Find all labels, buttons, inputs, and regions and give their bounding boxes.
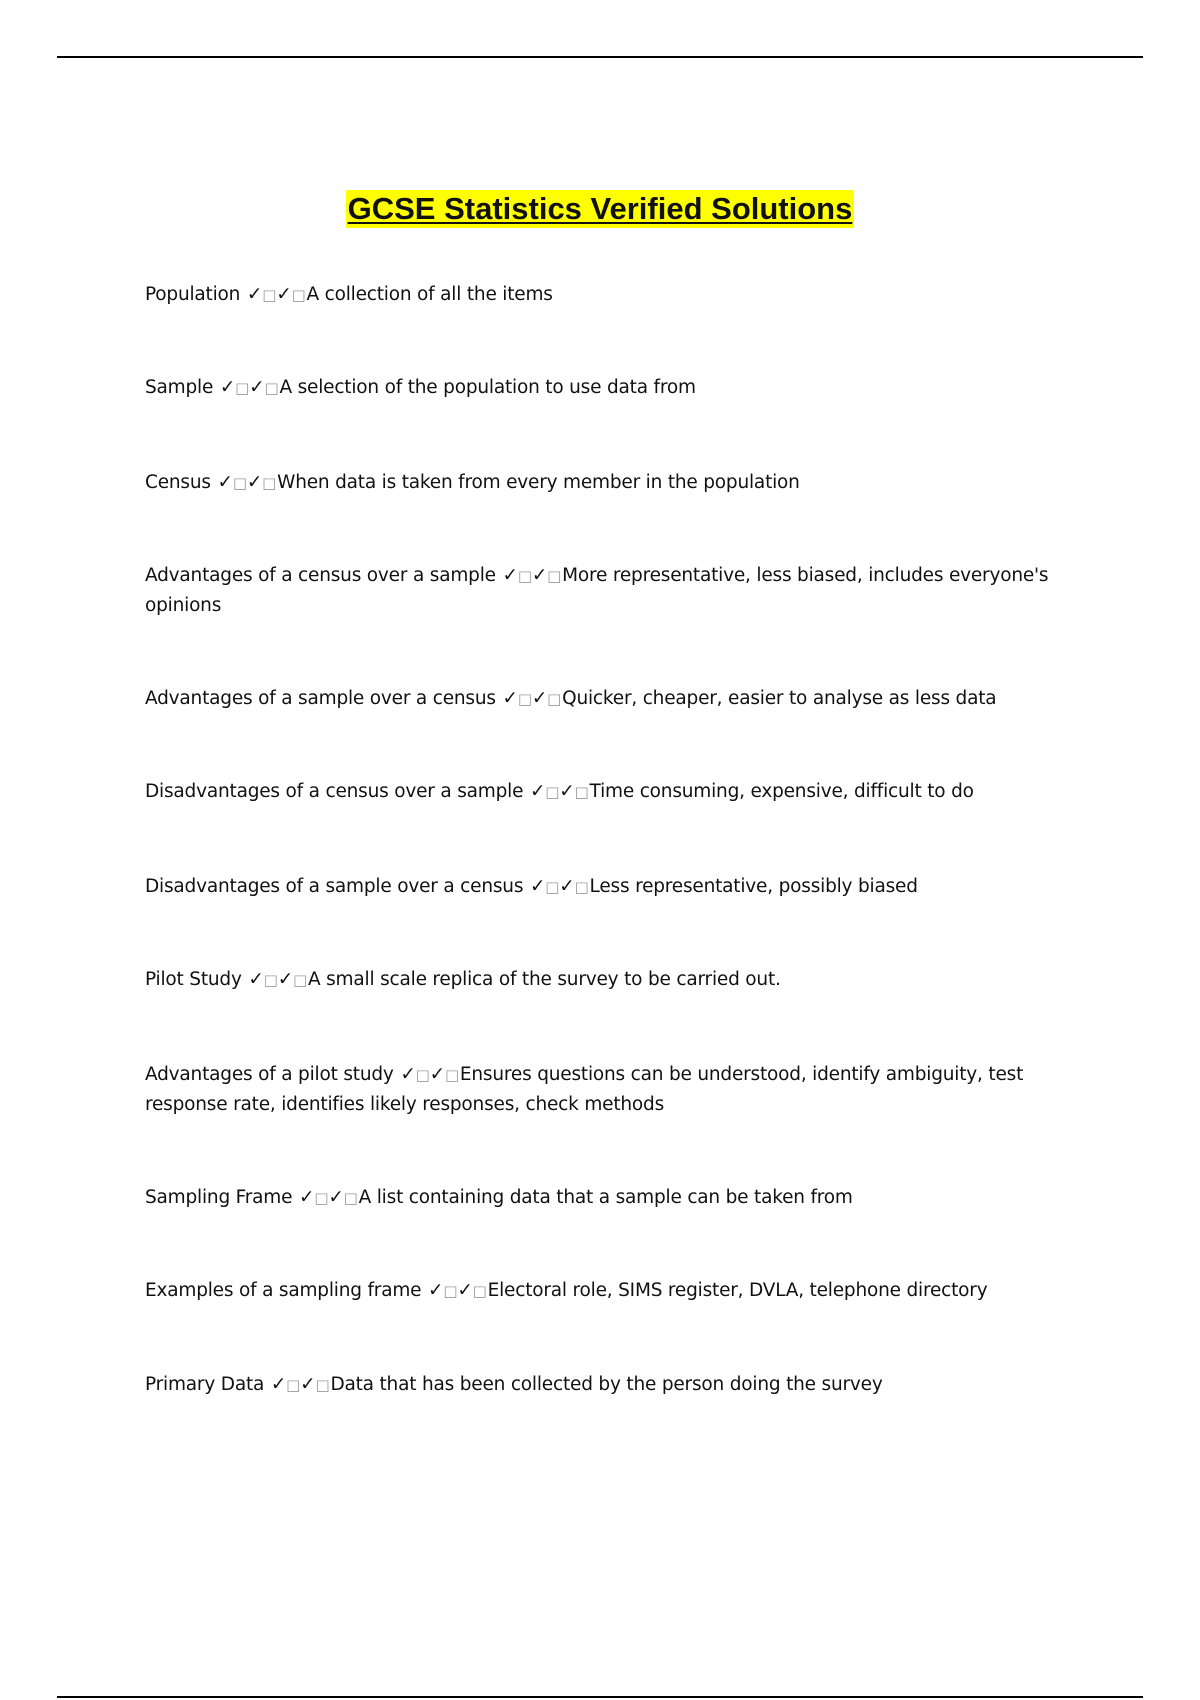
- entry-term: Disadvantages of a sample over a census: [145, 876, 524, 897]
- entry-definition: More representative, less biased, includes everyone's opinions: [145, 565, 1049, 616]
- entry-term: Pilot Study: [145, 969, 242, 990]
- check-separator-icon: ✓□✓□: [246, 284, 306, 305]
- entry-disadvantages-census: [145, 777, 1065, 807]
- entry-advantages-pilot: [145, 1060, 1065, 1120]
- entry-term: Advantages of a sample over a census: [145, 688, 496, 709]
- check-separator-icon: ✓□✓□: [270, 1374, 330, 1395]
- entry-sampling-frame: [145, 1183, 1065, 1213]
- entry-pilot-study: [145, 965, 1065, 995]
- check-separator-icon: ✓□✓□: [299, 1187, 358, 1208]
- check-separator-icon: ✓□✓□: [400, 1064, 459, 1085]
- entry-population: [145, 280, 1065, 310]
- entry-definition: A small scale replica of the survey to be carried out.: [307, 969, 781, 990]
- entry-definition: Data that has been collected by the person doing the survey: [330, 1374, 883, 1395]
- entry-term: Primary Data: [145, 1374, 265, 1395]
- footer-rule: [57, 1696, 1143, 1698]
- entry-term: Advantages of a census over a sample: [145, 565, 496, 586]
- check-separator-icon: ✓□✓□: [502, 565, 562, 586]
- entry-sampling-frame-examples: [145, 1276, 1065, 1306]
- entry-primary-data: [145, 1370, 1065, 1400]
- page-title: GCSE Statistics Verified Solutions: [347, 191, 853, 226]
- entry-definition: A list containing data that a sample can be taken from: [358, 1187, 853, 1208]
- entry-term: Advantages of a pilot study: [145, 1064, 394, 1085]
- entry-census: [145, 468, 1065, 498]
- entry-term: Sample: [145, 377, 214, 398]
- entry-definition: Quicker, cheaper, easier to analyse as less data: [562, 688, 997, 709]
- entry-definition: Electoral role, SIMS register, DVLA, telephone directory: [487, 1280, 988, 1301]
- entry-definition: A selection of the population to use data from: [279, 377, 696, 398]
- entry-advantages-sample: [145, 684, 1065, 714]
- title-container: [0, 190, 1200, 228]
- entry-term: Sampling Frame: [145, 1187, 293, 1208]
- check-separator-icon: ✓□✓□: [219, 377, 279, 398]
- check-separator-icon: ✓□✓□: [502, 688, 562, 709]
- entry-definition: When data is taken from every member in the population: [277, 472, 800, 493]
- entry-term: Population: [145, 284, 241, 305]
- entry-term: Disadvantages of a census over a sample: [145, 781, 524, 802]
- entry-term: Examples of a sampling frame: [145, 1280, 422, 1301]
- entry-advantages-census: [145, 561, 1065, 621]
- entry-definition: Time consuming, expensive, difficult to do: [589, 781, 974, 802]
- check-separator-icon: ✓□✓□: [529, 876, 589, 897]
- check-separator-icon: ✓□✓□: [428, 1280, 487, 1301]
- header-rule: [57, 56, 1143, 58]
- entry-definition: Less representative, possibly biased: [589, 876, 918, 897]
- entry-definition: Ensures questions can be understood, identify ambiguity, test response rate, identifies likely responses, check methods: [145, 1064, 1024, 1115]
- entry-term: Census: [145, 472, 211, 493]
- check-separator-icon: ✓□✓□: [217, 472, 277, 493]
- check-separator-icon: ✓□✓□: [529, 781, 589, 802]
- entry-sample: [145, 373, 1065, 403]
- entry-definition: A collection of all the items: [306, 284, 553, 305]
- check-separator-icon: ✓□✓□: [248, 969, 307, 990]
- entry-disadvantages-sample: [145, 872, 1065, 902]
